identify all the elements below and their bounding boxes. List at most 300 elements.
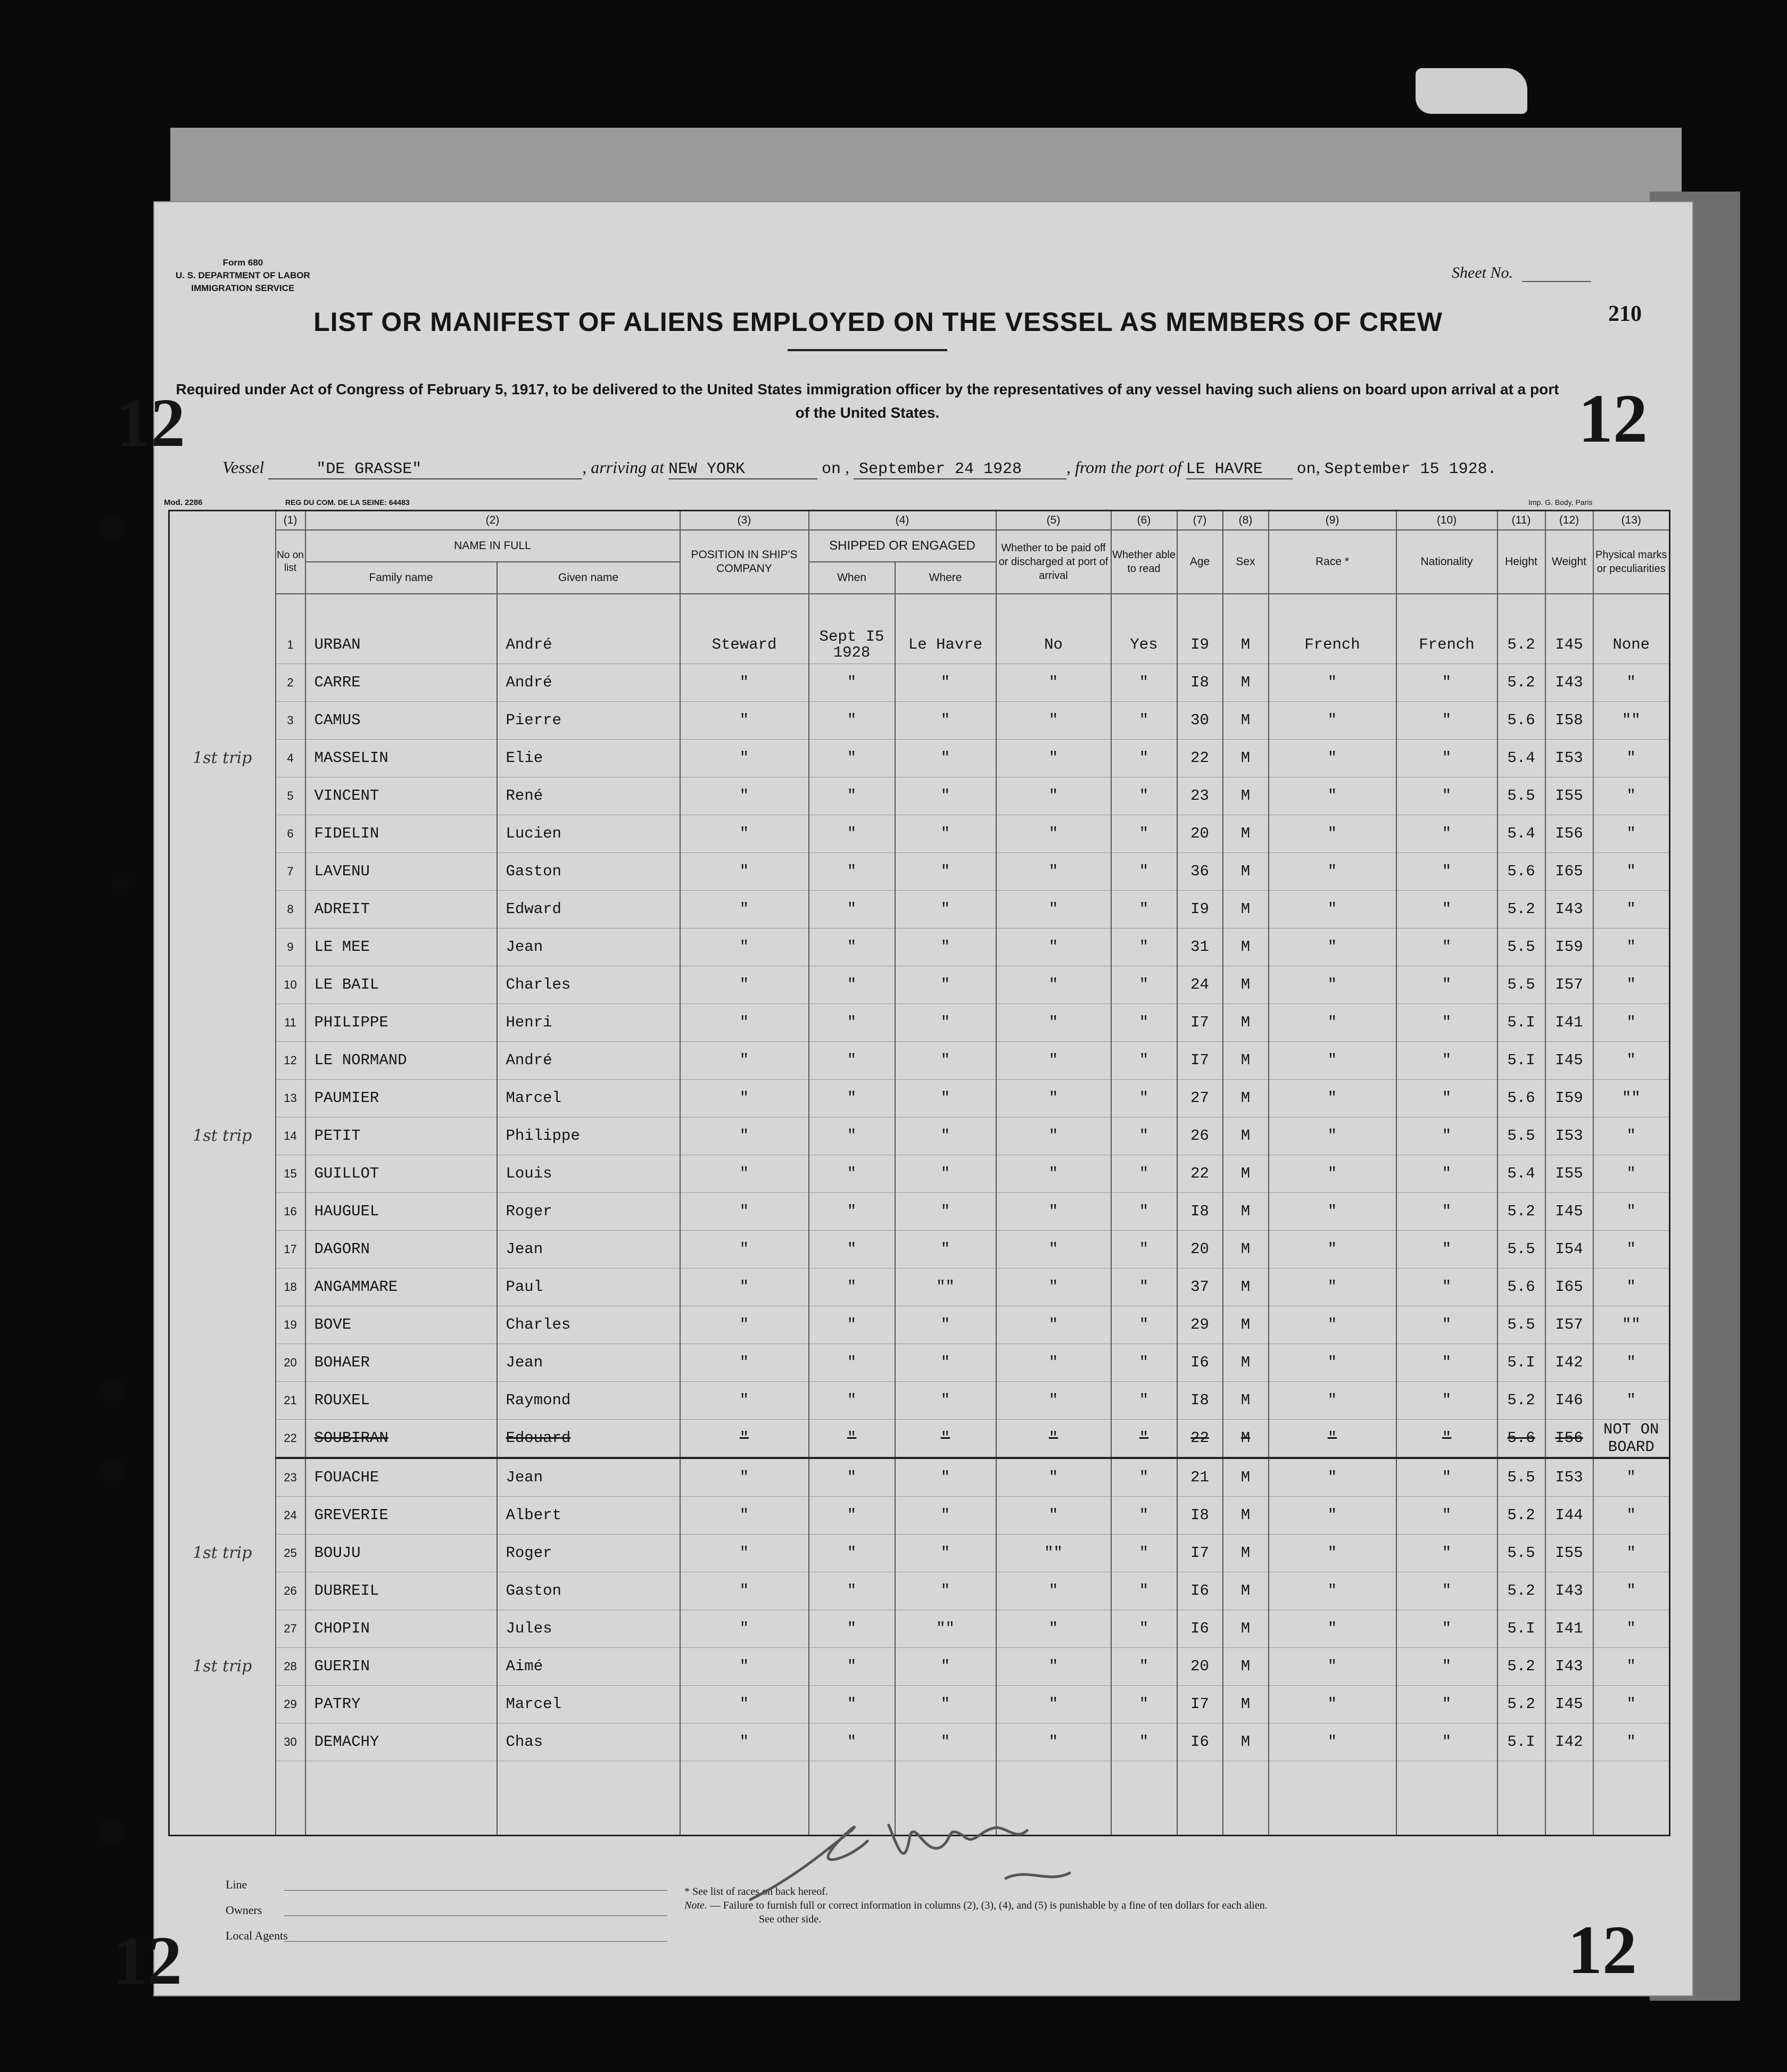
nationality: " <box>1396 815 1498 852</box>
age: I7 <box>1177 1004 1223 1041</box>
line-number: 19 <box>276 1306 305 1344</box>
nationality: " <box>1396 1155 1498 1192</box>
shipped-where: " <box>895 815 996 852</box>
arriving-label: arriving at <box>591 458 664 477</box>
given-name-header: Given name <box>497 562 680 594</box>
nationality: " <box>1396 890 1498 928</box>
sex-header: Sex <box>1223 530 1269 594</box>
family-name: CHOPIN <box>305 1610 497 1647</box>
paid-off: " <box>996 890 1111 928</box>
line-number: 30 <box>276 1723 305 1761</box>
weight: I55 <box>1545 1534 1593 1572</box>
crew-row <box>169 1004 1670 1041</box>
nationality: " <box>1396 1117 1498 1155</box>
shipped-when: " <box>809 852 895 890</box>
nationality: " <box>1396 1268 1498 1306</box>
nationality: " <box>1396 777 1498 815</box>
given-name: Roger <box>497 1534 680 1572</box>
shipped-where: " <box>895 1381 996 1419</box>
paid-off: " <box>996 739 1111 777</box>
note-text: — Failure to furnish full or correct information in columns (2), (3), (4), and (5) is punishable by a fine of ten dollars for each alien. <box>707 1900 1268 1911</box>
given-name: Charles <box>497 1306 680 1344</box>
nationality: " <box>1396 664 1498 701</box>
line-number: 21 <box>276 1381 305 1419</box>
margin-note <box>169 1041 276 1079</box>
sex: M <box>1223 1041 1269 1079</box>
shipped-when: " <box>809 739 895 777</box>
family-name: LE MEE <box>305 928 497 966</box>
age: 31 <box>1177 928 1223 966</box>
weight: I56 <box>1545 815 1593 852</box>
line-number: 11 <box>276 1004 305 1041</box>
department: U. S. DEPARTMENT OF LABOR <box>176 270 310 280</box>
race: " <box>1269 1685 1396 1723</box>
physical-marks: " <box>1593 1647 1670 1685</box>
crew-row <box>169 777 1670 815</box>
shipped-when: " <box>809 1610 895 1647</box>
spacer-row <box>169 594 1670 626</box>
able-to-read: " <box>1111 1004 1177 1041</box>
paid-off: " <box>996 928 1111 966</box>
race: " <box>1269 664 1396 701</box>
given-name: Raymond <box>497 1381 680 1419</box>
weight: I54 <box>1545 1230 1593 1268</box>
service: IMMIGRATION SERVICE <box>191 283 295 293</box>
race: French <box>1269 626 1396 664</box>
position: " <box>680 1572 809 1610</box>
line-number: 22 <box>276 1419 305 1458</box>
line-number: 2 <box>276 664 305 701</box>
weight: I57 <box>1545 966 1593 1004</box>
sex: M <box>1223 1306 1269 1344</box>
family-name: DUBREIL <box>305 1572 497 1610</box>
crew-row <box>169 1344 1670 1381</box>
paid-off: " <box>996 815 1111 852</box>
crew-row <box>169 664 1670 701</box>
position: " <box>680 1155 809 1192</box>
shipped-when: " <box>809 966 895 1004</box>
line-number: 13 <box>276 1079 305 1117</box>
nationality: " <box>1396 1419 1498 1458</box>
given-name: André <box>497 664 680 701</box>
weight: I44 <box>1545 1496 1593 1534</box>
height: 5.5 <box>1498 777 1545 815</box>
page-title: LIST OR MANIFEST OF ALIENS EMPLOYED ON THE VESSEL AS MEMBERS OF CREW <box>313 307 1443 337</box>
margin-note <box>169 1268 276 1306</box>
paid-off: " <box>996 1572 1111 1610</box>
paid-off: " <box>996 1610 1111 1647</box>
nationality: " <box>1396 1192 1498 1230</box>
name-in-full-header: NAME IN FULL <box>305 530 680 562</box>
physical-marks: " <box>1593 1723 1670 1761</box>
race-note: * See list of races on back hereof. <box>684 1886 828 1897</box>
weight: I65 <box>1545 852 1593 890</box>
given-name: Jean <box>497 1458 680 1497</box>
margin-note <box>169 664 276 701</box>
sex: M <box>1223 1230 1269 1268</box>
race: " <box>1269 815 1396 852</box>
position: " <box>680 966 809 1004</box>
able-to-read: " <box>1111 664 1177 701</box>
line-number: 5 <box>276 777 305 815</box>
able-to-read: " <box>1111 1572 1177 1610</box>
paid-off: " <box>996 1647 1111 1685</box>
position: " <box>680 1610 809 1647</box>
crew-row <box>169 1230 1670 1268</box>
margin-note <box>169 1192 276 1230</box>
able-to-read: " <box>1111 1079 1177 1117</box>
height: 5.5 <box>1498 1534 1545 1572</box>
weight: I55 <box>1545 1155 1593 1192</box>
on-label-2: on <box>1296 460 1316 478</box>
given-name: Charles <box>497 966 680 1004</box>
margin-note <box>169 1344 276 1381</box>
weight: I41 <box>1545 1004 1593 1041</box>
crew-row <box>169 815 1670 852</box>
from-label: from the port of <box>1075 458 1182 477</box>
given-name: Elie <box>497 739 680 777</box>
sex: M <box>1223 1685 1269 1723</box>
col-num-1: (1) <box>276 511 305 530</box>
paid-off: " <box>996 1344 1111 1381</box>
height: 5.6 <box>1498 1268 1545 1306</box>
crew-row <box>169 1610 1670 1647</box>
family-name: ANGAMMARE <box>305 1268 497 1306</box>
given-name: Albert <box>497 1496 680 1534</box>
crew-row <box>169 1381 1670 1419</box>
sex: M <box>1223 1723 1269 1761</box>
line-number: 26 <box>276 1572 305 1610</box>
shipped-where: " <box>895 739 996 777</box>
crew-row <box>169 1496 1670 1534</box>
able-to-read: " <box>1111 777 1177 815</box>
sex: M <box>1223 1381 1269 1419</box>
age-header: Age <box>1177 530 1223 594</box>
height: 5.5 <box>1498 1306 1545 1344</box>
height: 5.I <box>1498 1004 1545 1041</box>
nationality: " <box>1396 1496 1498 1534</box>
height: 5.2 <box>1498 1647 1545 1685</box>
crew-row <box>169 1419 1670 1458</box>
line-number: 1 <box>276 626 305 664</box>
sex: M <box>1223 1647 1269 1685</box>
line-number: 10 <box>276 966 305 1004</box>
paid-off: " <box>996 1723 1111 1761</box>
given-name: Marcel <box>497 1685 680 1723</box>
height: 5.I <box>1498 1041 1545 1079</box>
able-to-read: " <box>1111 1381 1177 1419</box>
physical-marks: " <box>1593 1610 1670 1647</box>
age: 30 <box>1177 701 1223 739</box>
physical-marks-header: Physical marks or peculiarities <box>1593 530 1670 594</box>
age: 29 <box>1177 1306 1223 1344</box>
height: 5.6 <box>1498 701 1545 739</box>
race: " <box>1269 1117 1396 1155</box>
race: " <box>1269 1723 1396 1761</box>
race: " <box>1269 1572 1396 1610</box>
age: I6 <box>1177 1610 1223 1647</box>
physical-marks: " <box>1593 1685 1670 1723</box>
paid-off-header: Whether to be paid off or discharged at port of arrival <box>996 530 1111 594</box>
list-number-top-right: 12 <box>1578 380 1648 457</box>
weight: I45 <box>1545 626 1593 664</box>
given-name: André <box>497 626 680 664</box>
weight: I43 <box>1545 890 1593 928</box>
paid-off: " <box>996 664 1111 701</box>
paid-off: " <box>996 1268 1111 1306</box>
physical-marks: " <box>1593 1534 1670 1572</box>
height: 5.5 <box>1498 966 1545 1004</box>
family-name: URBAN <box>305 626 497 664</box>
weight: I43 <box>1545 1572 1593 1610</box>
height: 5.I <box>1498 1344 1545 1381</box>
shipped-when: " <box>809 815 895 852</box>
age: I6 <box>1177 1723 1223 1761</box>
height: 5.6 <box>1498 1419 1545 1458</box>
list-number-bottom-left: 12 <box>113 1922 182 1999</box>
shipped-where: " <box>895 890 996 928</box>
nationality: " <box>1396 1230 1498 1268</box>
family-name: LE BAIL <box>305 966 497 1004</box>
margin-note <box>169 1419 276 1458</box>
age: I7 <box>1177 1685 1223 1723</box>
race: " <box>1269 1381 1396 1419</box>
line-number: 27 <box>276 1610 305 1647</box>
shipped-where: " <box>895 1192 996 1230</box>
age: I6 <box>1177 1572 1223 1610</box>
shipped-when: " <box>809 890 895 928</box>
back-sheet <box>170 128 1682 213</box>
height: 5.I <box>1498 1610 1545 1647</box>
shipped-where: "" <box>895 1268 996 1306</box>
nationality: " <box>1396 1572 1498 1610</box>
shipped-where: " <box>895 1647 996 1685</box>
departure-date: September 15 1928. <box>1324 460 1497 478</box>
paid-off: " <box>996 1306 1111 1344</box>
position: " <box>680 1306 809 1344</box>
able-to-read: " <box>1111 1610 1177 1647</box>
able-to-read: " <box>1111 739 1177 777</box>
sex: M <box>1223 815 1269 852</box>
paid-off: No <box>996 626 1111 664</box>
crew-row <box>169 1041 1670 1079</box>
col-num-13: (13) <box>1593 511 1670 530</box>
shipped-where: " <box>895 1230 996 1268</box>
family-name: DAGORN <box>305 1230 497 1268</box>
margin-note: 1st trip <box>169 739 276 777</box>
nationality: " <box>1396 1647 1498 1685</box>
physical-marks: " <box>1593 1572 1670 1610</box>
age: 22 <box>1177 739 1223 777</box>
margin-header <box>169 511 276 594</box>
position: " <box>680 1041 809 1079</box>
physical-marks: " <box>1593 664 1670 701</box>
local-agents-label: Local Agents <box>226 1929 288 1942</box>
able-to-read: Yes <box>1111 626 1177 664</box>
given-name: Edward <box>497 890 680 928</box>
shipped-where: " <box>895 1004 996 1041</box>
race: " <box>1269 1041 1396 1079</box>
margin-note <box>169 1004 276 1041</box>
race: " <box>1269 966 1396 1004</box>
age: 20 <box>1177 1647 1223 1685</box>
line-number: 4 <box>276 739 305 777</box>
shipped-when: " <box>809 1079 895 1117</box>
nationality: " <box>1396 1381 1498 1419</box>
given-name: Gaston <box>497 852 680 890</box>
able-to-read: " <box>1111 1306 1177 1344</box>
paid-off: " <box>996 1230 1111 1268</box>
sex: M <box>1223 626 1269 664</box>
shipped-where: " <box>895 1723 996 1761</box>
crew-row <box>169 1534 1670 1572</box>
col-num-3: (3) <box>680 511 809 530</box>
height: 5.5 <box>1498 1117 1545 1155</box>
family-name: ADREIT <box>305 890 497 928</box>
given-name: Marcel <box>497 1079 680 1117</box>
paid-off: " <box>996 1496 1111 1534</box>
physical-marks: " <box>1593 1496 1670 1534</box>
nationality: " <box>1396 1534 1498 1572</box>
margin-note <box>169 1458 276 1497</box>
weight: I46 <box>1545 1381 1593 1419</box>
family-name: DEMACHY <box>305 1723 497 1761</box>
age: 27 <box>1177 1079 1223 1117</box>
sex: M <box>1223 777 1269 815</box>
nationality: " <box>1396 928 1498 966</box>
crew-row <box>169 852 1670 890</box>
margin-note <box>169 1496 276 1534</box>
paid-off: " <box>996 1004 1111 1041</box>
given-name: Lucien <box>497 815 680 852</box>
sex: M <box>1223 701 1269 739</box>
shipped-when: " <box>809 1647 895 1685</box>
weight: I43 <box>1545 1647 1593 1685</box>
shipped-when: " <box>809 664 895 701</box>
margin-note <box>169 777 276 815</box>
shipped-where: " <box>895 701 996 739</box>
able-to-read: " <box>1111 1419 1177 1458</box>
sex: M <box>1223 1610 1269 1647</box>
age: 22 <box>1177 1419 1223 1458</box>
sex: M <box>1223 1004 1269 1041</box>
position: " <box>680 1004 809 1041</box>
height: 5.2 <box>1498 1192 1545 1230</box>
able-to-read: " <box>1111 966 1177 1004</box>
margin-note <box>169 852 276 890</box>
height: 5.5 <box>1498 928 1545 966</box>
shipped-when: " <box>809 1381 895 1419</box>
crew-row <box>169 1306 1670 1344</box>
position: " <box>680 739 809 777</box>
line-number: 7 <box>276 852 305 890</box>
paid-off: " <box>996 777 1111 815</box>
vessel-line: Vessel "DE GRASSE" , arriving at NEW YORK on , September 24 1928 , from the port of LE HAVRE on, September 15 1928. <box>222 458 1497 478</box>
sex: M <box>1223 966 1269 1004</box>
age: 36 <box>1177 852 1223 890</box>
position: " <box>680 1381 809 1419</box>
family-name: BOHAER <box>305 1344 497 1381</box>
shipped-when: " <box>809 1155 895 1192</box>
weight: I45 <box>1545 1685 1593 1723</box>
position: " <box>680 852 809 890</box>
able-to-read: " <box>1111 1458 1177 1497</box>
margin-note <box>169 1155 276 1192</box>
shipped-where: " <box>895 1534 996 1572</box>
race: " <box>1269 1079 1396 1117</box>
given-name: Paul <box>497 1268 680 1306</box>
crew-row <box>169 966 1670 1004</box>
given-name: Aimé <box>497 1647 680 1685</box>
line-number: 12 <box>276 1041 305 1079</box>
position: " <box>680 1723 809 1761</box>
weight: I53 <box>1545 1117 1593 1155</box>
shipped-when: " <box>809 1344 895 1381</box>
line-number: 9 <box>276 928 305 966</box>
paid-off: " <box>996 852 1111 890</box>
family-name: VINCENT <box>305 777 497 815</box>
line-number: 8 <box>276 890 305 928</box>
registry-text: REG DU COM. DE LA SEINE: 64483 <box>285 498 410 507</box>
position: Steward <box>680 626 809 664</box>
shipped-where: " <box>895 852 996 890</box>
height: 5.2 <box>1498 1685 1545 1723</box>
sex: M <box>1223 1419 1269 1458</box>
shipped-header: SHIPPED OR ENGAGED <box>809 530 996 562</box>
line-number: 18 <box>276 1268 305 1306</box>
height: 5.6 <box>1498 1079 1545 1117</box>
weight: I59 <box>1545 1079 1593 1117</box>
able-to-read: " <box>1111 890 1177 928</box>
family-name: PETIT <box>305 1117 497 1155</box>
no-on-list-header: No on list <box>276 530 305 594</box>
position: " <box>680 664 809 701</box>
nationality: " <box>1396 1306 1498 1344</box>
nationality: " <box>1396 1685 1498 1723</box>
able-to-read: " <box>1111 1041 1177 1079</box>
see-other-side: See other side. <box>759 1913 822 1925</box>
crew-row <box>169 1268 1670 1306</box>
race: " <box>1269 1647 1396 1685</box>
height: 5.2 <box>1498 890 1545 928</box>
col-num-2: (2) <box>305 511 680 530</box>
physical-marks: " <box>1593 852 1670 890</box>
position: " <box>680 1344 809 1381</box>
family-name: MASSELIN <box>305 739 497 777</box>
height: 5.2 <box>1498 626 1545 664</box>
race: " <box>1269 928 1396 966</box>
paid-off: " <box>996 1192 1111 1230</box>
col-num-6: (6) <box>1111 511 1177 530</box>
family-name: SOUBIRAN <box>305 1419 497 1458</box>
shipped-where: " <box>895 1458 996 1497</box>
line-number: 25 <box>276 1534 305 1572</box>
race: " <box>1269 1610 1396 1647</box>
age: 23 <box>1177 777 1223 815</box>
given-name: Chas <box>497 1723 680 1761</box>
crew-row <box>169 1572 1670 1610</box>
list-number-bottom-right: 12 <box>1568 1912 1637 1988</box>
paper-tab <box>1416 68 1527 114</box>
shipped-when: " <box>809 1268 895 1306</box>
line-number: 16 <box>276 1192 305 1230</box>
sex: M <box>1223 1192 1269 1230</box>
paid-off: " <box>996 1155 1111 1192</box>
physical-marks: "" <box>1593 1079 1670 1117</box>
race: " <box>1269 1419 1396 1458</box>
race: " <box>1269 1458 1396 1497</box>
shipped-when: " <box>809 1192 895 1230</box>
